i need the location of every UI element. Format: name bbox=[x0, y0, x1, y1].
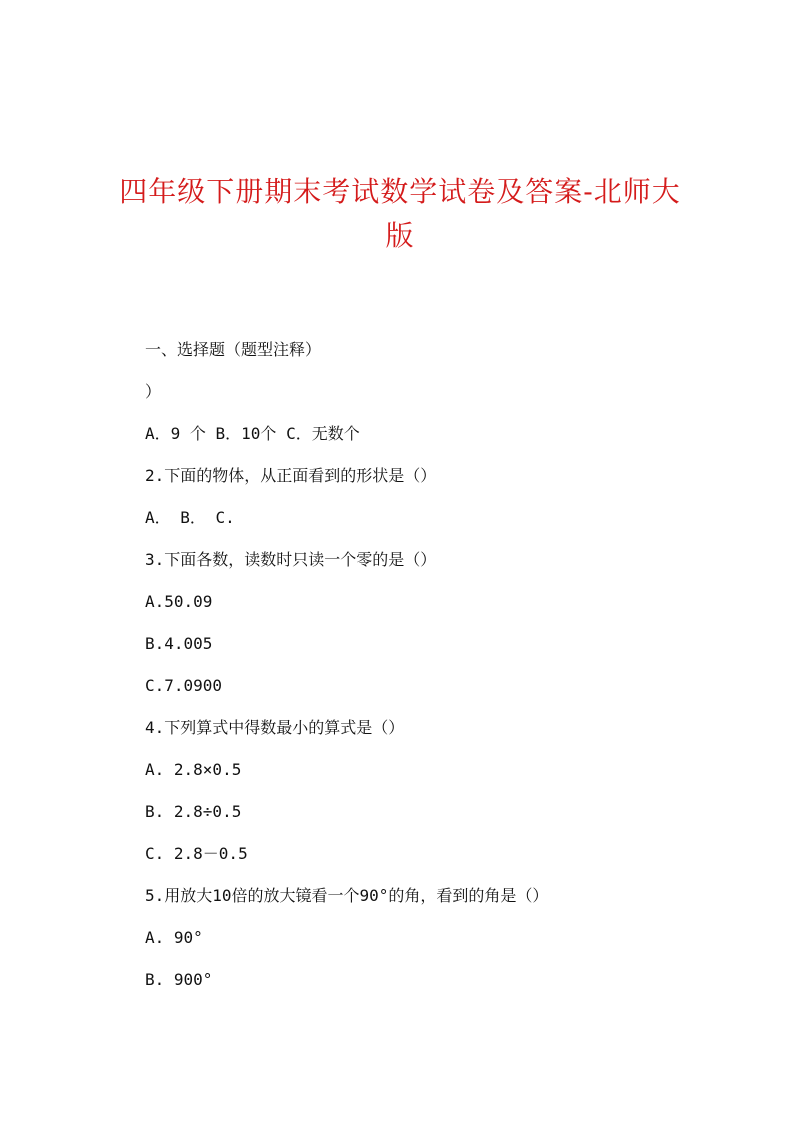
question-options: A．9 个 B．10个 C．无数个 bbox=[145, 424, 360, 443]
question-fragment: ） bbox=[145, 382, 162, 401]
question-4-option-b: B. 2.8÷0.5 bbox=[145, 802, 242, 821]
question-2: 2.下面的物体，从正面看到的形状是（） bbox=[145, 466, 437, 485]
title-line-2: 版 bbox=[385, 219, 415, 252]
question-3: 3.下面各数，读数时只读一个零的是（） bbox=[145, 550, 437, 569]
question-4-option-c: C. 2.8－0.5 bbox=[145, 844, 248, 863]
question-4: 4.下列算式中得数最小的算式是（） bbox=[145, 718, 405, 737]
question-3-option-c: C.7.0900 bbox=[145, 676, 223, 695]
question-4-option-a: A. 2.8×0.5 bbox=[145, 760, 242, 779]
question-2-options: A． B． C. bbox=[145, 508, 235, 527]
title-line-1: 四年级下册期末考试数学试卷及答案-北师大 bbox=[119, 175, 681, 208]
question-list bbox=[145, 338, 705, 1010]
question-3-option-b: B.4.005 bbox=[145, 634, 213, 653]
document-title bbox=[100, 170, 700, 258]
question-3-option-a: A.50.09 bbox=[145, 592, 213, 611]
question-5-option-b: B. 900° bbox=[145, 970, 213, 989]
question-5-option-a: A. 90° bbox=[145, 928, 203, 947]
section-heading: 一、选择题（题型注释） bbox=[145, 340, 322, 359]
question-5: 5.用放大10倍的放大镜看一个90°的角，看到的角是（） bbox=[145, 886, 549, 905]
